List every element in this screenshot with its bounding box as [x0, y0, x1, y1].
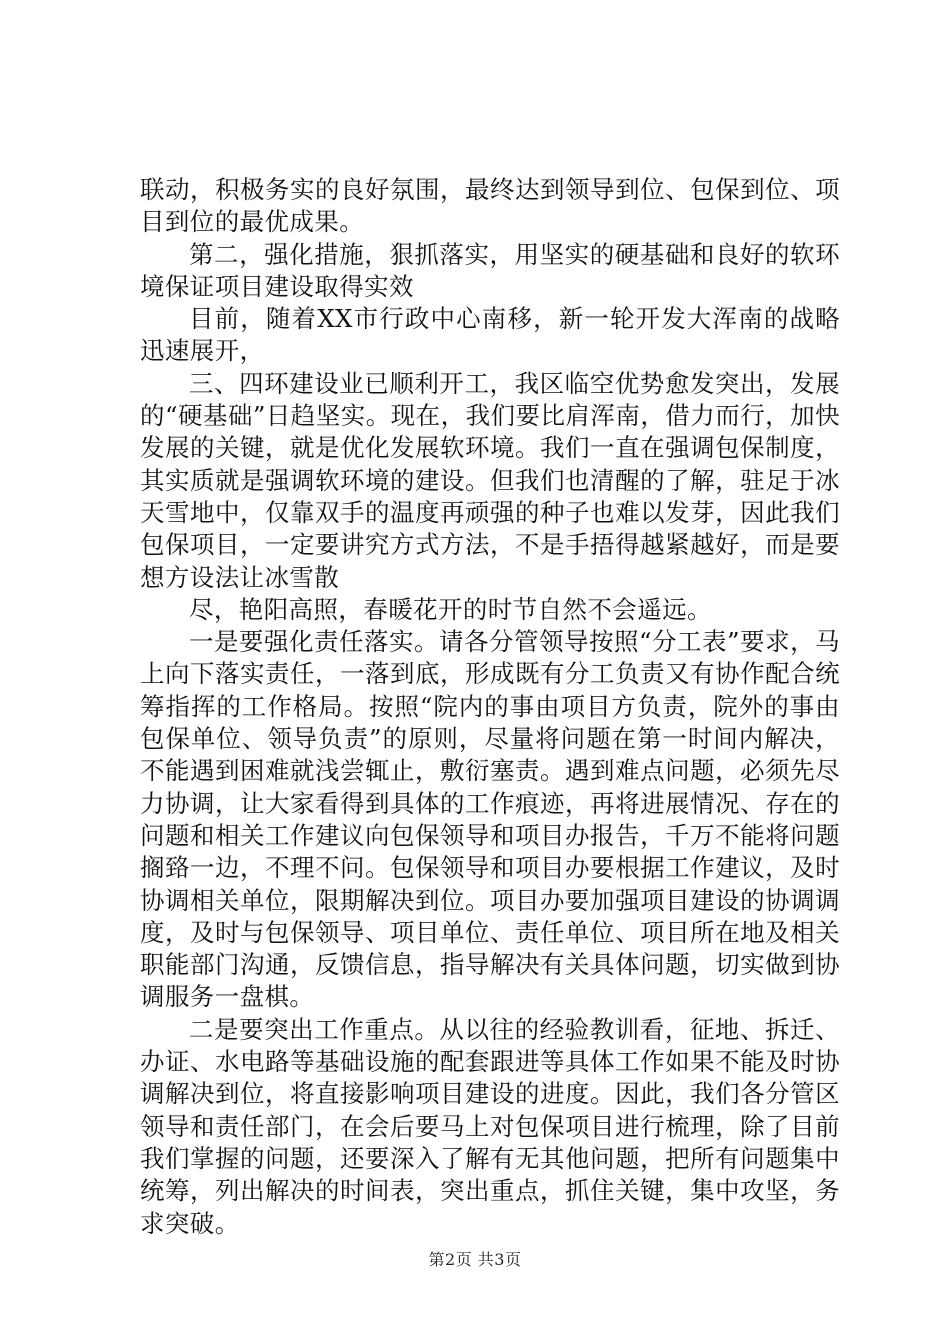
paragraph-3: 目前，随着XX市行政中心南移，新一轮开发大浑南的战略迅速展开， [140, 304, 840, 366]
paragraph-6: 一是要强化责任落实。请各分管领导按照“分工表”要求，马上向下落实责任，一落到底，形成既有分工负责又有协作配合统筹指挥的工作格局。按照“院内的事由项目方负责，院外的事由包保单位、领导负责”的原则，尽量将问题在第一时间内解决，不能遇到困难就浅尝辄止，敷衍塞责。遇到难点问题，必须先尽力协调，让大家看得到具体的工作痕迹，再将进展情况、存在的问题和相关工作建议向包保领导和项目办报告，千万不能将问题搁臵一边，不理不问。包保领导和项目办要根据工作建议，及时协调相关单位，限期解决到位。项目办要加强项目建设的协调调度，及时与包保领导、项目单位、责任单位、项目所在地及相关职能部门沟通，反馈信息，指导解决有关具体问题，切实做到协调服务一盘棋。 [140, 627, 840, 1012]
page-footer: 第2页 共3页 [428, 1250, 522, 1269]
paragraph-7: 二是要突出工作重点。从以往的经验教训看，征地、拆迁、办证、水电路等基础设施的配套跟进等具体工作如果不能及时协调解决到位，将直接影响项目建设的进度。因此，我们各分管区领导和责任部门，在会后要马上对包保项目进行梳理，除了目前我们掌握的问题，还要深入了解有无其他问题，把所有问题集中统筹，列出解决的时间表，突出重点，抓住关键，集中攻坚，务求突破。 [140, 1014, 840, 1238]
paragraph-2: 第二，强化措施，狠抓落实，用坚实的硬基础和良好的软环境保证项目建设取得实效 [140, 239, 840, 301]
paragraph-1: 联动，积极务实的良好氛围，最终达到领导到位、包保到位、项目到位的最优成果。 [140, 175, 840, 237]
paragraph-4: 三、四环建设业已顺利开工，我区临空优势愈发突出，发展的“硬基础”日趋坚实。现在，我们要比肩浑南，借力而行，加快发展的关键，就是优化发展软环境。我们一直在强调包保制度，其实质就是强调软环境的建设。但我们也清醒的了解，驻足于冰天雪地中，仅靠双手的温度再顽强的种子也难以发芽，因此我们包保项目，一定要讲究方式方法，不是手捂得越紧越好，而是要想方设法让冰雪散 [140, 368, 840, 592]
document-body [140, 174, 840, 1240]
paragraph-5: 尽，艳阳高照，春暖花开的时节自然不会遥远。 [189, 594, 712, 624]
